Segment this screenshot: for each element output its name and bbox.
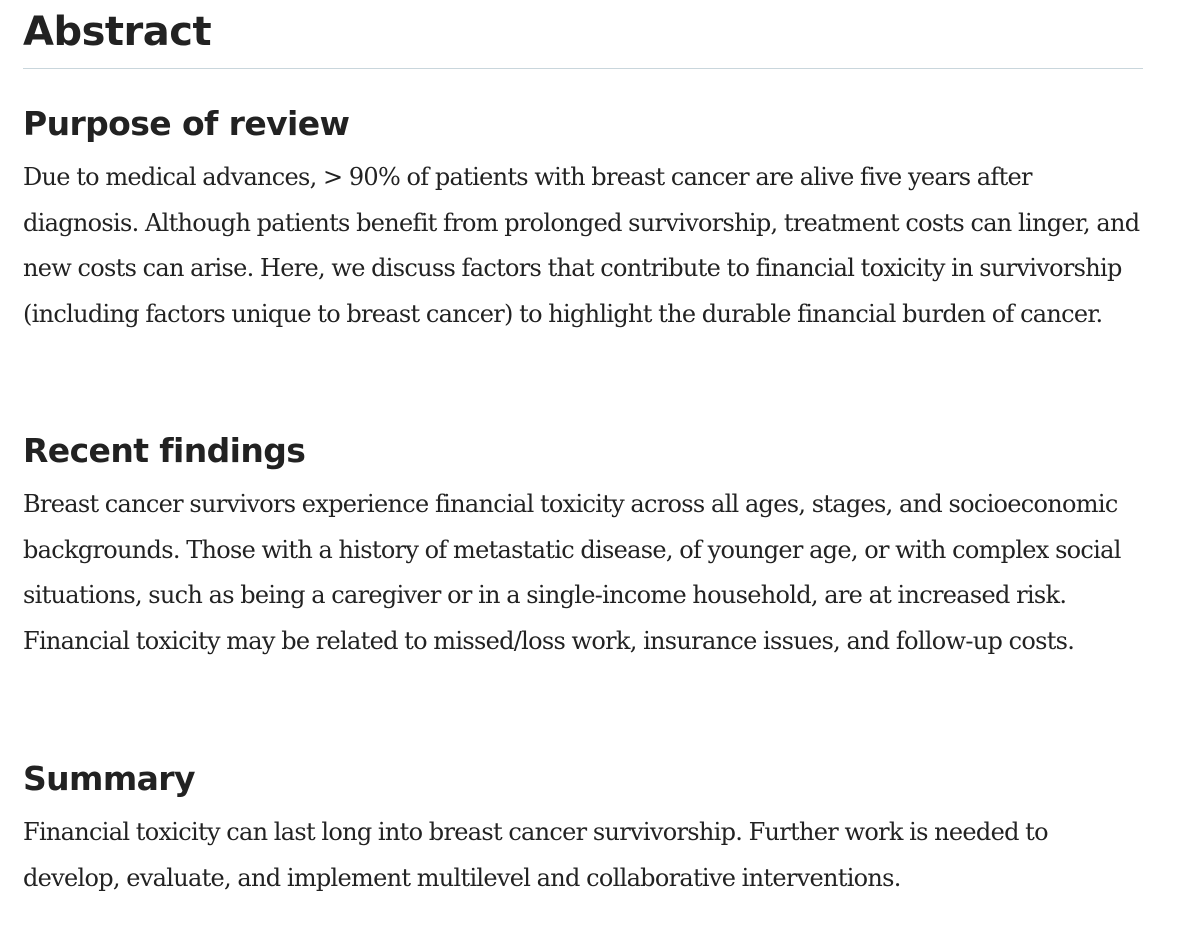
section-recent-findings — [23, 431, 1148, 665]
section-body-recent-findings: Breast cancer survivors experience financial toxicity across all ages, stages, and socioeconomic backgrounds. Those with a history of metastatic disease, of younger age, or with complex social situations, such as being a caregiver or in a single-income household, are at increased risk. Financial toxicity may be related to missed/loss work, insurance issues, and follow-up costs. — [23, 490, 1121, 656]
section-body-purpose-of-review: Due to medical advances, > 90% of patients with breast cancer are alive five years after diagnosis. Although patients benefit from prolonged survivorship, treatment costs can linger, and new costs can arise. Here, we discuss factors that contribute to financial toxicity in survivorship (including factors unique to breast cancer) to highlight the durable financial burden of cancer. — [23, 163, 1140, 329]
section-body-summary: Financial toxicity can last long into breast cancer survivorship. Further work is needed to develop, evaluate, and implement multilevel and collaborative interventions. — [23, 818, 1048, 892]
abstract-divider — [23, 68, 1143, 69]
abstract — [23, 0, 1145, 892]
section-summary — [23, 759, 1148, 901]
abstract-title: Abstract — [23, 9, 212, 55]
section-heading-recent-findings: Recent findings — [23, 431, 306, 470]
section-heading-purpose-of-review: Purpose of review — [23, 104, 350, 143]
section-purpose-of-review — [23, 104, 1148, 338]
section-heading-summary: Summary — [23, 759, 195, 798]
